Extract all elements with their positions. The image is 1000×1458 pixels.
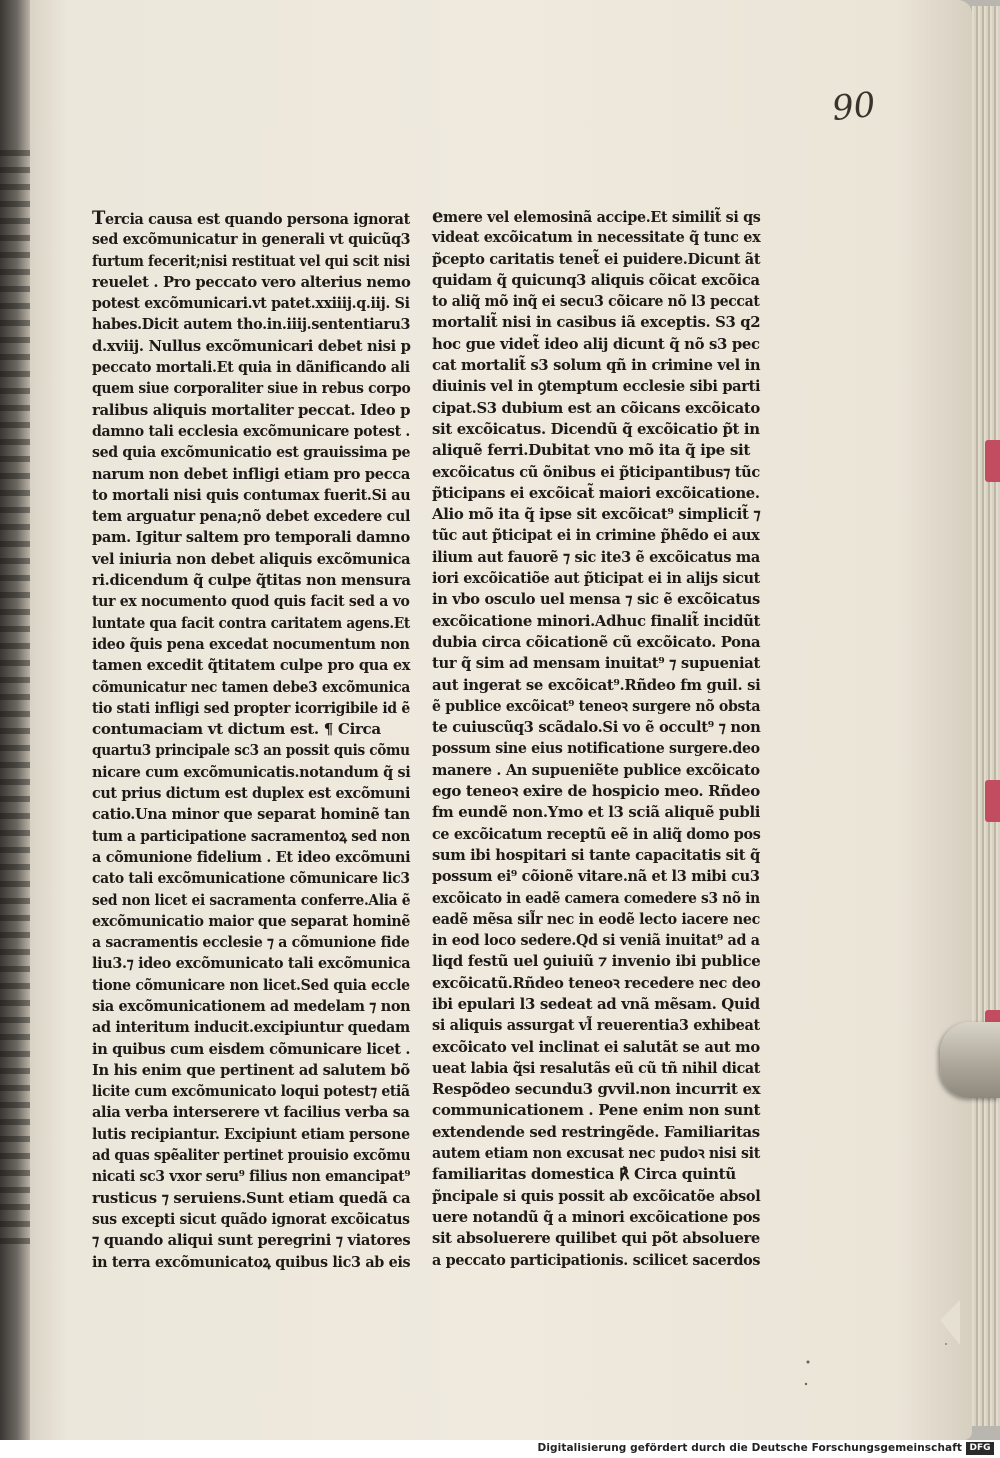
text-line: a cõmunione fidelium . Et ideo excõmuni (92, 847, 411, 866)
text-line: Alio mõ ita q̃ ipse sit excõicat⁹ simplicit̃ ⁊ (432, 505, 761, 524)
text-line: aliquẽ ferri.Dubitat vno mõ ita q̃ ipe sit (432, 441, 751, 460)
text-line: ralibus aliquis mortaliter peccat. Ideo p (92, 400, 411, 419)
text-line: excõicatione minori.Adhuc finalit̃ incidũt (432, 611, 761, 630)
text-line: sed non licet ei sacramenta conferre.Alia ẽ (92, 890, 411, 909)
text-line: tur ex nocumento quod quis facit sed a vo (92, 592, 410, 611)
text-line: tione cõmunicare non licet.Sed quia eccle (92, 975, 410, 994)
text-line: excõicato vel inclinat ei salutãt se aut mo (432, 1037, 760, 1056)
text-line: ilium aut fauorẽ ⁊ sic ite3 ẽ excõicatus ma (432, 547, 760, 566)
text-line: ce excõicatum receptũ eẽ in aliq̃ domo pos (432, 824, 761, 843)
text-line: sit excõicatus. Dicendũ q̃ excõicatio p̃t in (432, 419, 760, 438)
text-line: d.xviij. Nullus excõmunicari debet nisi p (92, 336, 411, 355)
text-line: extendende sed restringẽde. Familiaritas (432, 1122, 760, 1141)
book-clasp (940, 1022, 1000, 1098)
text-line: possum sine eius notificatione surgere.deo (432, 739, 760, 758)
text-line: alia verba interserere vt facilius verba sa (92, 1103, 410, 1122)
text-line: sit absoluerere quilibet qui põt absoluere (432, 1229, 760, 1248)
text-line: excõicato in eadẽ camera comedere s3 nõ in (432, 888, 760, 907)
text-line: tum a participatione sacramentoꝝ sed non (92, 826, 410, 845)
text-line: p̃cepto caritatis tenet̃ ei puidere.Dicunt ãt (432, 249, 761, 268)
text-line: cato tali excõmunicatione cõmunicare lic3 (92, 869, 410, 888)
funding-credit: Digitalisierung gefördert durch die Deutsche Forschungsgemeinschaft (537, 1442, 962, 1454)
text-line: quem siue corporaliter siue in rebus corpo (92, 379, 411, 398)
text-line: in terra excõmunicatoꝝ quibus lic3 ab eis (92, 1252, 411, 1271)
text-line: cõmunicatur nec tamen debe3 excõmunica (92, 677, 410, 696)
text-line: lutis recipiantur. Excipiunt etiam persone (92, 1124, 410, 1143)
text-line: sus excepti sicut quãdo ignorat excõicatus (92, 1209, 410, 1228)
text-line: p̃ncipale si quis possit ab excõicatõe absol (432, 1186, 761, 1205)
text-line: diuinis vel in ꝯtemptum ecclesie sibi parti (432, 377, 761, 396)
text-line: luntate qua facit contra caritatem agens.Et (92, 613, 410, 632)
text-line: cipat.S3 dubium est an cõicans excõicato (432, 398, 760, 417)
text-line: familiaritas domestica ℟ Circa quintũ (432, 1165, 736, 1184)
text-line: eadẽ mẽsa sil̃r nec in eodẽ lecto iacere nec (432, 909, 761, 928)
text-line: sum ibi hospitari si tante capacitatis sit q̃ (432, 845, 760, 864)
text-line: to mortali nisi quis contumax fuerit.Si au (92, 485, 411, 504)
text-line: Tercia causa est quando persona ignorat (92, 207, 410, 229)
text-line: te cuiuscũq3 scãdalo.Si vo ẽ occult⁹ ⁊ non (432, 718, 761, 737)
text-line: videat excõicatum in necessitate q̃ tunc ex (432, 228, 761, 247)
text-line: cat mortalit̃ s3 solum qñ in crimine vel in (432, 356, 761, 375)
text-line: Respõdeo secundu3 gvvil.non incurrit ex (432, 1080, 761, 1099)
text-line: a sacramentis ecclesie ⁊ a cõmunione fide (92, 933, 410, 952)
text-line: ibi epulari l3 sedeat ad vnã mẽsam. Quid (432, 994, 760, 1013)
text-line: iori excõicatiõe aut p̃ticipat ei in alijs sicut (432, 569, 760, 588)
text-line: In his enim que pertinent ad salutem bõ (92, 1060, 410, 1079)
text-line: licite cum excõmunicato loqui potest⁊ etiã (92, 1082, 410, 1101)
text-line: quartu3 principale sc3 an possit quis cõmu (92, 741, 410, 760)
text-line: excõicatũ.Rñdeo teneoꝛ recedere nec deo (432, 973, 761, 992)
text-line: possum ei⁹ cõionẽ vitare.nã et l3 mibi cu3 (432, 867, 760, 886)
text-line: excõmunicatio maior que separat hominẽ (92, 911, 411, 930)
text-line: ego teneoꝛ exire de hospicio meo. Rñdeo (432, 782, 760, 801)
text-line: tũc aut p̃ticipat ei in crimine p̃hẽdo ei aux (432, 526, 760, 545)
dfg-logo: DFG (966, 1442, 994, 1455)
text-line: damno tali ecclesia excõmunicare potest . (92, 421, 410, 440)
text-line: tamen excedit q̃titatem culpe pro qua ex (92, 656, 411, 675)
text-line: nicare cum excõmunicatis.notandum q̃ si (92, 762, 411, 781)
text-line: manere . An supueniẽte publice excõicato (432, 760, 760, 779)
text-line: a peccato participationis. scilicet sacerdos (432, 1250, 761, 1269)
text-line: uere notandũ q̃ a minori excõicatione pos (432, 1207, 761, 1226)
text-line: tem arguatur pena;nõ debet excedere cul (92, 507, 411, 526)
text-line: quidam q̃ quicunq3 aliquis cõicat excõica (432, 270, 760, 289)
text-column-left (92, 208, 412, 1273)
text-line: dubia circa cõicationẽ cũ excõicato. Pona (432, 632, 761, 651)
text-line: ideo q̃uis pena excedat nocumentum non (92, 634, 410, 653)
text-line: vel iniuria non debet aliquis excõmunica (92, 549, 411, 568)
text-line: ⁊ quando aliqui sunt peregrini ⁊ viatores (92, 1231, 411, 1250)
text-line: liqd festũ uel ꝯuiuiũ ⁊ invenio ibi publice (432, 952, 761, 971)
text-line: sed quia excõmunicatio est grauissima pe (92, 443, 411, 462)
text-line: sia excõmunicationem ad medelam ⁊ non (92, 996, 411, 1015)
text-line: tur q̃ sim ad mensam inuitat⁹ ⁊ supueniat (432, 654, 760, 673)
bookmark-tab (985, 440, 1000, 482)
text-line: reuelet . Pro peccato vero alterius nemo (92, 272, 411, 291)
text-line: tio stati infligi sed propter icorrigibile id ẽ (92, 698, 410, 717)
text-line: in vbo osculo uel mensa ⁊ sic ẽ excõicatus (432, 590, 760, 609)
text-line: cut prius dictum est duplex est excõmuni (92, 784, 411, 803)
text-column-right (432, 206, 762, 1271)
text-line: to aliq̃ mõ inq̃ ei secu3 cõicare nõ l3 peccat (432, 292, 760, 311)
text-line: ueat labia q̃si resalutãs eũ cũ tñ nihil dicat (432, 1058, 761, 1077)
text-line: catio.Una minor que separat hominẽ tan (92, 805, 410, 824)
text-line: sed excõmunicatur in generali vt quicũq3 (92, 230, 411, 249)
text-line: habes.Dicit autem tho.in.iiij.sententiaru3 (92, 315, 411, 334)
text-line: nicati sc3 vxor seru⁹ filius non emancipat⁹ (92, 1167, 411, 1186)
text-line: pam. Igitur saltem pro temporali damno (92, 528, 410, 547)
text-line: rusticus ⁊ seruiens.Sunt etiam quedã ca (92, 1188, 411, 1207)
text-line: ẽ publice excõicat⁹ teneoꝛ surgere nõ obsta (432, 696, 761, 715)
text-line: ad interitum inducit.excipiuntur quedam (92, 1018, 410, 1037)
text-line: peccato mortali.Et quia in dãnificando ali (92, 358, 410, 377)
text-line: furtum fecerit;nisi restituat vel qui scit nisi (92, 251, 411, 270)
text-line: potest excõmunicari.vt patet.xxiiij.q.iij. Si (92, 294, 410, 313)
text-line: in quibus cum eisdem cõmunicare licet . (92, 1039, 411, 1058)
text-line: communicationem . Pene enim non sunt (432, 1101, 761, 1120)
text-line: narum non debet infligi etiam pro pecca (92, 464, 410, 483)
text-line: emere vel elemosinã accipe.Et similit̃ si qs (432, 205, 761, 227)
text-line: in eod loco sedere.Qd si veniã inuitat⁹ ad a (432, 931, 760, 950)
text-line: fm eundẽ non.Ymo et l3 sciã aliquẽ publi (432, 803, 761, 822)
text-line: p̃ticipans ei excõicat̃ maiori excõicatione. (432, 483, 760, 502)
bookmark-tab (985, 780, 1000, 822)
text-line: liu3.⁊ ideo excõmunicato tali excõmunica (92, 954, 411, 973)
text-line: mortalit̃ nisi in casibus iã exceptis. S3 q2 (432, 313, 761, 332)
text-line: contumaciam vt dictum est. ¶ Circa (92, 720, 381, 739)
text-line: excõicatus cũ õnibus ei p̃ticipantibus⁊ tũc (432, 462, 760, 481)
text-line: hoc gue videt̃ ideo alij dicunt q̃ nõ s3 pec (432, 334, 760, 353)
text-line: ad quas spẽaliter pertinet prouisio excõmu (92, 1146, 411, 1165)
text-line: autem etiam non excusat nec pudoꝛ nisi sit (432, 1144, 760, 1163)
text-line: si aliquis assurgat vl̃ reuerentia3 exhibeat (432, 1016, 760, 1035)
text-line: ri.dicendum q̃ culpe q̃titas non mensura (92, 571, 411, 590)
text-line: aut ingerat se excõicat⁹.Rñdeo fm guil. si (432, 675, 761, 694)
folio-number: 90 (830, 84, 878, 130)
